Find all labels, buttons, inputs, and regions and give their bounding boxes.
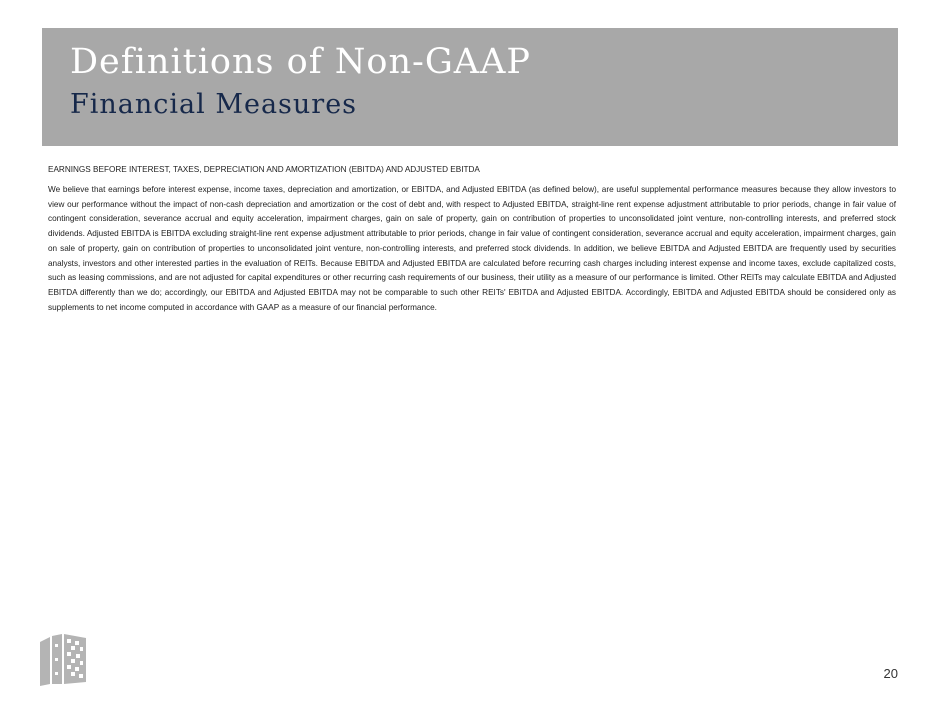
page-subtitle: Financial Measures	[70, 89, 358, 120]
section-heading: EARNINGS BEFORE INTEREST, TAXES, DEPRECIATION AND AMORTIZATION (EBITDA) AND ADJUSTED EBITDA	[48, 165, 480, 174]
page-title: Definitions of Non-GAAP	[70, 42, 531, 82]
section-body: We believe that earnings before interest expense, income taxes, depreciation and amortization, or EBITDA, and Adjusted EBITDA (as defined below), are useful supplemental performance measures because they allow investors to view our performance without the impact of non-cash depreciation and amortization or the cost of debt and, with respect to Adjusted EBITDA, straight-line rent expense adjustment attributable to prior periods, change in fair value of contingent consideration, severance accrual and equity acceleration, impairment charges, gain on sale of property, gain on contribution of properties to unconsolidated joint venture, non-controlling interests, and preferred stock dividends. Adjusted EBITDA is EBITDA excluding straight-line rent expense adjustment attributable to prior periods, change in fair value of contingent consideration, severance accrual and equity acceleration, impairment charges, gain on sale of property, gain on contribution of properties to unconsolidated joint venture, non-controlling interests, and preferred stock dividends. In addition, we believe EBITDA and Adjusted EBITDA are frequently used by securities analysts, investors and other interested parties in the evaluation of REITs. Because EBITDA and Adjusted EBITDA are calculated before recurring cash charges including interest expense and income taxes, exclude capitalized costs, such as leasing commissions, and are not adjusted for capital expenditures or other recurring cash requirements of our business, their utility as a measure of our performance is limited. Other REITs may calculate EBITDA and Adjusted EBITDA differently than we do; accordingly, our EBITDA and Adjusted EBITDA may not be comparable to such other REITs' EBITDA and Adjusted EBITDA. Accordingly, EBITDA and Adjusted EBITDA should be considered only as supplements to net income computed in accordance with GAAP as a measure of our financial performance.	[48, 185, 896, 312]
company-logo-icon	[40, 634, 88, 686]
header-band	[42, 28, 898, 146]
page-number: 20	[883, 666, 898, 681]
content-section	[48, 164, 896, 315]
